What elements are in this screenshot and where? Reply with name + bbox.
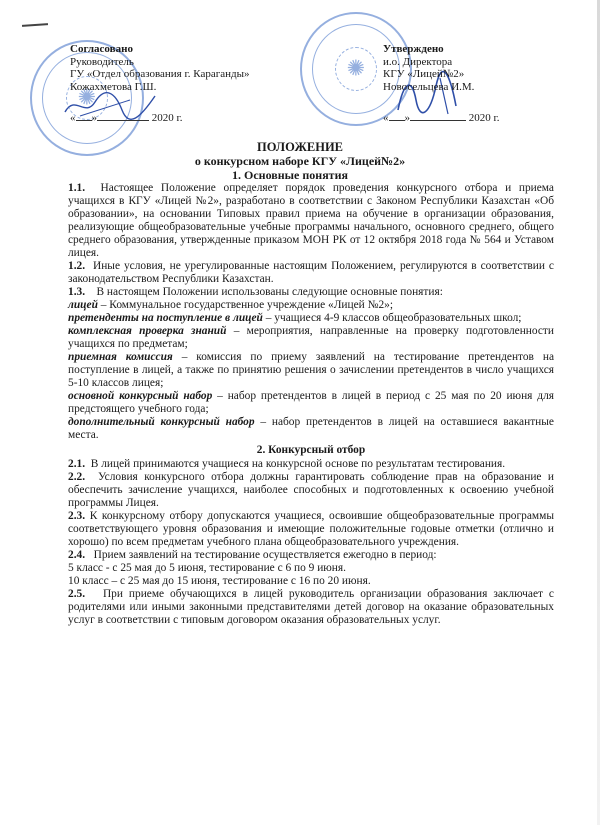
paragraph-2-3: 2.3. К конкурсному отбору допускаются учащиеся, освоившие общеобразовательные программы соответствующего уровня образования и имеющие положительные годовые отметки (отлично и хорошо) по всем предметам учебного плана общеобразовательного учреждения. (68, 510, 554, 548)
document-title: ПОЛОЖЕНИЕ (256, 140, 344, 154)
approval-block-right (383, 43, 583, 93)
approval-right-org: КГУ «Лицей№2» (383, 68, 465, 81)
paragraph-1-2: 1.2. Иные условия, не урегулированные настоящим Положением, регулируются в соответствии с законодательством Республики Казахстан. (68, 260, 554, 285)
approval-right-position: и.о. Директора (383, 55, 453, 68)
approval-left-position: Руководитель (70, 55, 134, 68)
definition-item: приемная комиссия – комиссия по приему заявлений на тестирование претендентов на поступление в лицей, а также по принятию решения о зачислении претендентов в число учащихся 5-10 классов лицея; (68, 351, 554, 389)
document-body (68, 182, 554, 627)
approval-right-date-suffix: 2020 г. (468, 112, 500, 124)
document-subtitle: о конкурсном наборе КГУ «Лицей№2» (194, 154, 406, 168)
approval-block-left (70, 43, 300, 93)
approval-left-name: Кожахметова Г.Ш. (70, 80, 157, 93)
schedule-line: 5 класс - с 25 мая до 5 июня, тестирование с 6 по 9 июня. (68, 562, 346, 574)
approval-left-org: ГУ «Отдел образования г. Караганды» (70, 68, 250, 81)
section-2-heading: 2. Конкурсный отбор (256, 444, 366, 456)
definition-item: комплексная проверка знаний – мероприятия, направленные на проверку подготовленности учащихся по предметам; (68, 325, 554, 350)
approval-right-name: Новосельцева И.М. (383, 80, 475, 93)
paragraph-1-3: 1.3. В настоящем Положении использованы следующие основные понятия: (68, 286, 443, 298)
definition-item: основной конкурсный набор – набор претендентов в лицей в период с 25 мая по 20 июня для предстоящего учебного года; (68, 390, 555, 415)
paragraph-1-1: 1.1. Настоящее Положение определяет порядок проведения конкурсного отбора и приема учащихся в КГУ «Лицей №2», разработано в соответствии с Законом Республики Казахстан «Об образовании», на основании Типовых правил приема на обучение в организации образования, реализующие общеобразовательные учебные программы начального, основного среднего, общего среднего образования, утвержденные приказом МОН РК от 12 октября 2018 года № 564 и Уставом лицея. (68, 182, 554, 259)
paragraph-2-1: 2.1. В лицей принимаются учащиеся на конкурсной основе по результатам тестирования. (68, 458, 506, 470)
approval-left-date: « » 2020 г. (70, 112, 183, 124)
approval-left-label: Согласовано (70, 43, 133, 55)
paragraph-2-2: 2.2. Условия конкурсного отбора должны гарантировать соблюдение прав на образование и обеспечить зачисление учащихся, наиболее способных и подготовленных к освоению учебной программы Лицея. (68, 471, 554, 509)
paragraph-2-5: 2.5. При приеме обучающихся в лицей руководитель организации образования заключает с родителями или иными законными представителями детей договор на оказание образовательных услуг в соответствии с типовым договором оказания образовательных услуг. (68, 588, 554, 626)
definition-item: дополнительный конкурсный набор – набор претендентов в лицей на оставшиеся вакантные места. (68, 416, 554, 441)
approval-left-date-suffix: 2020 г. (151, 112, 183, 124)
schedule-line: 10 класс – с 25 мая до 15 июня, тестирование с 16 по 20 июня. (68, 575, 371, 587)
official-stamp-left: ✺ (30, 40, 144, 156)
section-1-heading: 1. Основные понятия (232, 168, 348, 182)
approval-right-date: « » 2020 г. (383, 112, 500, 124)
approval-right-label: Утверждено (383, 43, 444, 55)
definition-item: лицей – Коммунальное государственное учреждение «Лицей №2»; (68, 299, 394, 311)
paragraph-2-4: 2.4. Прием заявлений на тестирование осуществляется ежегодно в период: (68, 549, 437, 561)
scan-mark (22, 23, 48, 27)
definition-item: претенденты на поступление в лицей – учащиеся 4-9 классов общеобразовательных школ; (68, 312, 522, 324)
official-stamp-right: ✺ (300, 12, 412, 126)
